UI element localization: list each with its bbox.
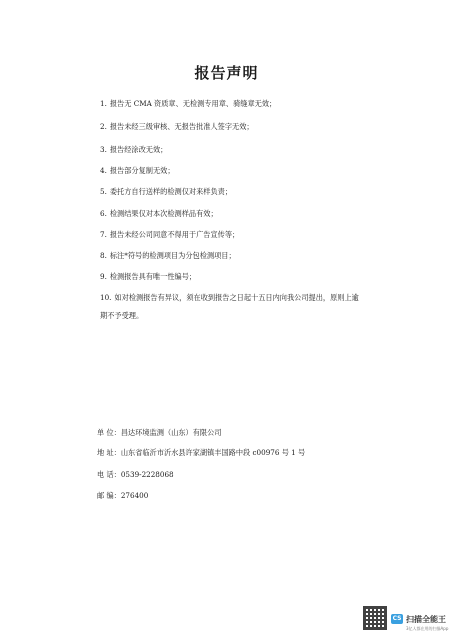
- declaration-item: 7. 报告未经公司同意不得用于广告宣传等；: [100, 230, 240, 239]
- declaration-item: 10. 如对检测报告有异议，须在收到报告之日起十五日内向我公司提出，原则上逾: [100, 293, 359, 302]
- watermark-brand: 扫描全能王: [406, 615, 446, 624]
- declaration-item: 3. 报告经涂改无效；: [100, 145, 168, 154]
- declaration-item: 8. 标注*符号的检测项目为分包检测项目；: [100, 251, 236, 260]
- declaration-item: 9. 检测报告具有唯一性编号；: [100, 272, 197, 281]
- scanner-watermark: [363, 606, 453, 639]
- qr-code-icon: [363, 606, 387, 630]
- declaration-item: 5. 委托方自行送样的检测仅对来样负责；: [100, 187, 233, 196]
- declaration-item: 4. 报告部分复制无效；: [100, 166, 175, 175]
- contact-postcode: 邮 编：276400: [97, 491, 149, 500]
- declaration-item: 2. 报告未经三级审核、无报告批准人签字无效；: [100, 122, 254, 131]
- contact-unit: 单 位：昌达环境监测（山东）有限公司: [97, 428, 222, 437]
- declaration-item: 1. 报告无 CMA 资质章、无检测专用章、骑缝章无效；: [100, 99, 277, 108]
- declaration-item-continued: 期不予受理。: [100, 311, 144, 320]
- camscanner-logo-icon: CS: [392, 615, 402, 622]
- watermark-slogan: 3亿人都在用的扫描App: [406, 626, 449, 631]
- page-title: 报告声明: [194, 64, 259, 82]
- declaration-item: 6. 检测结果仅对本次检测样品有效；: [100, 209, 218, 218]
- contact-address: 地 址：山东省临沂市沂水县许家湖镇丰国路中段 c00976 号 1 号: [97, 448, 306, 457]
- contact-phone: 电 话：0539-2228068: [97, 470, 174, 479]
